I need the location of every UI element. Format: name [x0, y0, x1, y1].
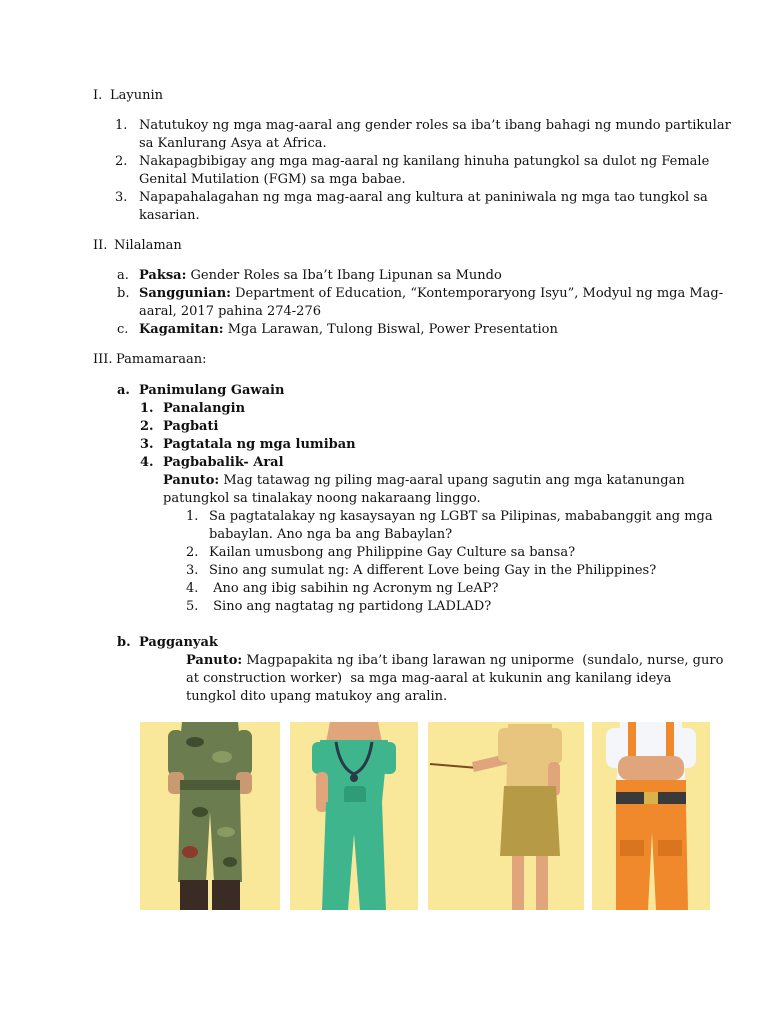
panuto-line: [163, 472, 685, 490]
question-number: 4.: [186, 581, 199, 596]
procedure-letter: a.: [117, 383, 130, 398]
soldier-picture: [140, 722, 280, 910]
step-label: Panalangin: [163, 401, 246, 416]
objective-text: Nakapagbibigay ang mga mag-aaral ng kanilang hinuha patungkol sa dulot ng Female: [139, 154, 710, 169]
content-letter: c.: [117, 322, 129, 337]
question-text: Ano ang ibig sabihin ng Acronym ng LeAP?: [209, 581, 499, 596]
objective-text: Napapahalagahan ng mga mag-aaral ang kultura at paniniwala ng mga tao tungkol sa: [139, 190, 708, 205]
procedure-title-panimulang-gawain: Panimulang Gawain: [139, 383, 285, 398]
panuto-line: [186, 652, 723, 670]
step-label: Pagbati: [163, 419, 219, 434]
content-label: Sanggunian:: [139, 286, 231, 301]
panuto-text: Mag tatawag ng piling mag-aaral upang sagutin ang mga katanungan: [223, 473, 685, 488]
nurse-uniform-figure-icon: [290, 722, 418, 910]
step-number: 1.: [140, 401, 154, 416]
step-label: Pagtatala ng mga lumiban: [163, 437, 356, 452]
section-number: II.: [93, 238, 108, 253]
construction-worker-picture: [592, 722, 710, 910]
objective-text: Natutukoy ng mga mag-aaral ang gender roles sa iba’t ibang bahagi ng mundo partikular: [139, 118, 731, 133]
content-item-paksa: [139, 267, 502, 285]
content-value: aaral, 2017 pahina 274-276: [139, 304, 321, 319]
section-number: III.: [93, 352, 113, 367]
step-number: 4.: [140, 455, 154, 470]
teacher-uniform-figure-icon: [428, 722, 584, 910]
section-heading-layunin: Layunin: [110, 88, 164, 103]
step-number: 3.: [140, 437, 154, 452]
objective-text: Genital Mutilation (FGM) sa mga babae.: [139, 172, 406, 187]
objective-number: 1.: [115, 118, 128, 133]
content-label: Kagamitan:: [139, 322, 224, 337]
panuto-label: Panuto:: [163, 473, 220, 488]
panuto-text: tungkol dito upang matukoy ang aralin.: [186, 689, 448, 704]
content-value: Gender Roles sa Iba’t Ibang Lipunan sa Mundo: [190, 268, 502, 283]
question-text: Sa pagtatalakay ng kasaysayan ng LGBT sa Pilipinas, mababanggit ang mga: [209, 509, 713, 524]
procedure-letter: b.: [117, 635, 131, 650]
question-text: babaylan. Ano nga ba ang Babaylan?: [209, 527, 453, 542]
content-item-sanggunian: [139, 285, 723, 303]
question-number: 2.: [186, 545, 199, 560]
panuto-text: at construction worker) sa mga mag-aaral at kukunin ang kanilang ideya: [186, 671, 672, 686]
question-text: Sino ang nagtatag ng partidong LADLAD?: [209, 599, 492, 614]
question-number: 1.: [186, 509, 199, 524]
uniform-pictures: [0, 722, 768, 912]
soldier-uniform-figure-icon: [140, 722, 280, 910]
question-text: Kailan umusbong ang Philippine Gay Culture sa bansa?: [209, 545, 576, 560]
question-number: 3.: [186, 563, 199, 578]
question-number: 5.: [186, 599, 199, 614]
content-value: Department of Education, “Kontemporaryong Isyu”, Modyul ng mga Mag-: [235, 286, 724, 301]
question-text: Sino ang sumulat ng: A different Love being Gay in the Philippines?: [209, 563, 657, 578]
content-letter: b.: [117, 286, 130, 301]
nurse-picture: [290, 722, 418, 910]
panuto-text: Magpapakita ng iba’t ibang larawan ng uniporme (sundalo, nurse, guro: [246, 653, 724, 668]
content-letter: a.: [117, 268, 129, 283]
content-label: Paksa:: [139, 268, 187, 283]
construction-worker-figure-icon: [592, 722, 710, 910]
panuto-text: patungkol sa tinalakay noong nakaraang linggo.: [163, 491, 481, 506]
objective-number: 2.: [115, 154, 128, 169]
procedure-title-pagganyak: Pagganyak: [139, 635, 218, 650]
section-heading-pamamaraan: Pamamaraan:: [116, 352, 207, 367]
objective-text: sa Kanlurang Asya at Africa.: [139, 136, 327, 151]
objective-text: kasarian.: [139, 208, 200, 223]
panuto-label: Panuto:: [186, 653, 243, 668]
section-number: I.: [93, 88, 103, 103]
content-value: Mga Larawan, Tulong Biswal, Power Presentation: [227, 322, 558, 337]
content-item-kagamitan: [139, 321, 558, 339]
step-label: Pagbabalik- Aral: [163, 455, 284, 470]
step-number: 2.: [140, 419, 154, 434]
section-heading-nilalaman: Nilalaman: [114, 238, 182, 253]
objective-number: 3.: [115, 190, 128, 205]
teacher-picture: [428, 722, 584, 910]
